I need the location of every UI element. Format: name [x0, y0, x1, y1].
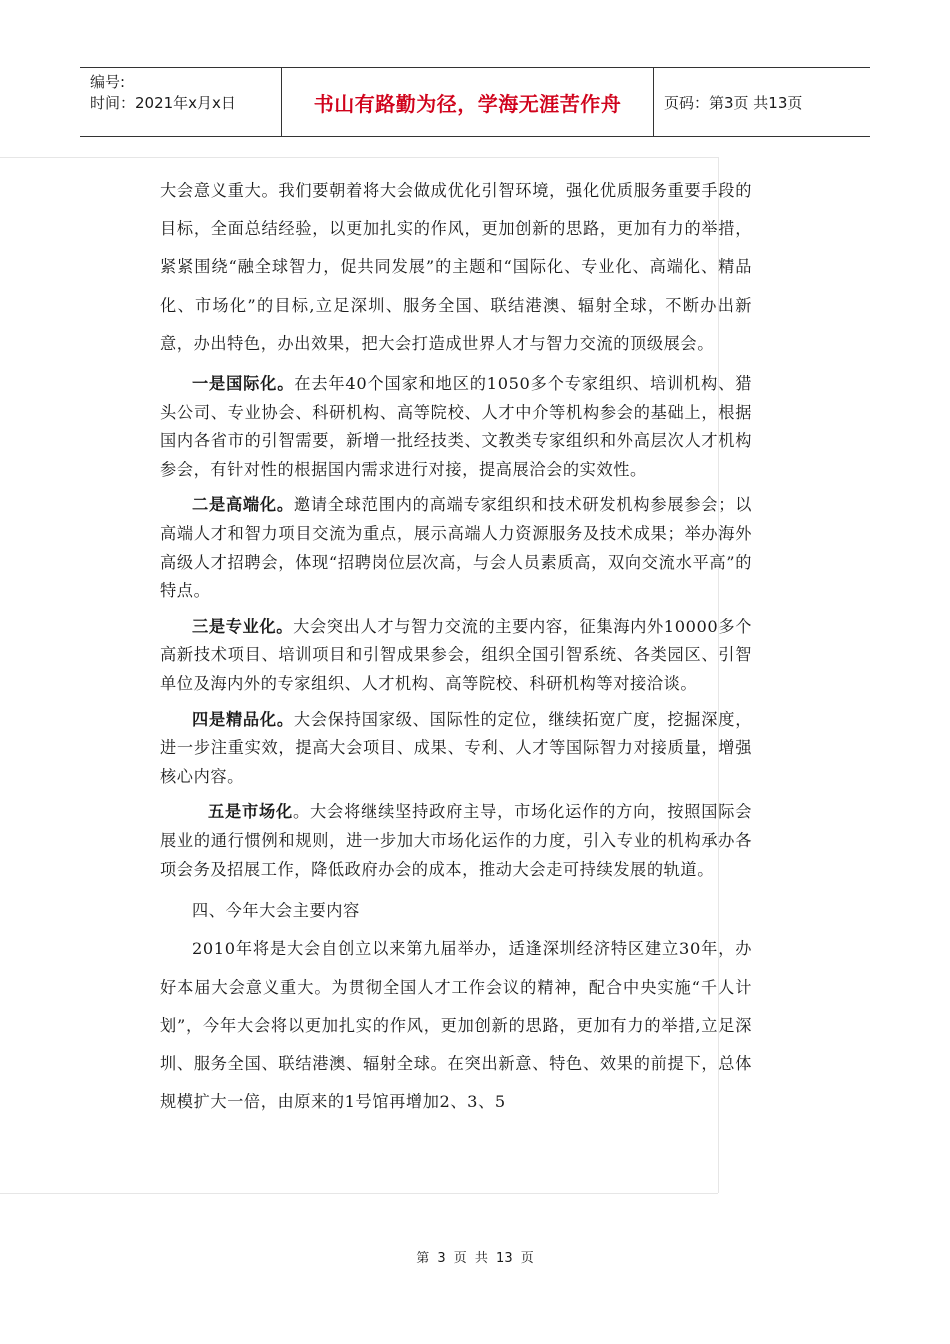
point-heading: 二是高端化。	[192, 495, 294, 515]
document-body	[160, 172, 752, 1121]
point-text: 大会突出人才与智力交流的主要内容，征集海内外10000多个高新技术项目、培训项目和引智成果参会，组织全国引智系统、各类园区、引智单位及海内外的专家组织、人才机构、高等院校、科研机构等对接洽谈。	[160, 616, 752, 693]
point-heading: 三是专业化。	[192, 616, 294, 636]
date-label: 时间：2021年x月x日	[90, 94, 236, 112]
point-heading: 五是市场化	[208, 802, 294, 822]
page-footer: 第 3 页 共 13 页	[416, 1251, 534, 1266]
point-heading: 四是精品化。	[192, 709, 294, 729]
point-heading: 一是国际化。	[192, 374, 295, 394]
paragraph-internationalization	[160, 370, 752, 484]
page-frame-top	[0, 157, 718, 158]
page-frame-bottom	[0, 1193, 718, 1194]
point-text: 。大会将继续坚持政府主导，市场化运作的方向，按照国际会展业的通行惯例和规则，进一步加大市场化运作的力度，引入专业的机构承办各项会务及招展工作，降低政府办会的成本，推动大会走可持续发展的轨道。	[160, 802, 753, 879]
paragraph-high-end	[160, 491, 752, 605]
paragraph-intro: 大会意义重大。我们要朝着将大会做成优化引智环境，强化优质服务重要手段的目标，全面总结经验，以更加扎实的作风，更加创新的思路，更加有力的举措，紧紧围绕“融全球智力，促共同发展”的主题和“国际化、专业化、高端化、精品化、市场化”的目标,立足深圳、服务全国、联结港澳、辐射全球，不断办出新意，办出特色，办出效果，把大会打造成世界人才与智力交流的顶级展会。	[160, 181, 752, 353]
paragraph-marketization	[160, 798, 752, 884]
header-motto: 书山有路勤为径，学海无涯苦作舟	[282, 68, 654, 136]
paragraph-refinement	[160, 706, 752, 792]
header-page-label: 页码：第3页 共13页	[664, 93, 803, 112]
paragraph-main-content: 2010年将是大会自创立以来第九届举办，适逢深圳经济特区建立30年，办好本届大会意义重大。为贯彻全国人才工作会议的精神，配合中央实施“千人计划”，今年大会将以更加扎实的作风，更加创新的思路，更加有力的举措,立足深圳、服务全国、联结港澳、辐射全球。在突出新意、特色、效果的前提下，总体规模扩大一倍，由原来的1号馆再增加2、3、5	[160, 939, 752, 1112]
point-text: 在去年40个国家和地区的1050多个专家组织、培训机构、猎头公司、专业协会、科研机构、高等院校、人才中介等机构参会的基础上，根据国内各省市的引智需要，新增一批经技类、文教类专家组织和外高层次人才机构参会，有针对性的根据国内需求进行对接，提高展洽会的实效性。	[160, 374, 752, 479]
section-heading: 四、今年大会主要内容	[192, 901, 360, 921]
header-meta-cell	[80, 68, 282, 136]
paragraph-specialization	[160, 613, 752, 699]
point-text: 大会保持国家级、国际性的定位，继续拓宽广度，挖掘深度，进一步注重实效，提高大会项目、成果、专利、人才等国际智力对接质量，增强核心内容。	[160, 709, 752, 786]
document-header	[80, 67, 870, 137]
point-text: 邀请全球范围内的高端专家组织和技术研发机构参展参会；以高端人才和智力项目交流为重点，展示高端人力资源服务及技术成果；举办海外高级人才招聘会，体现“招聘岗位层次高，与会人员素质高，双向交流水平高”的特点。	[160, 495, 752, 601]
serial-number-label: 编号:	[90, 73, 126, 91]
